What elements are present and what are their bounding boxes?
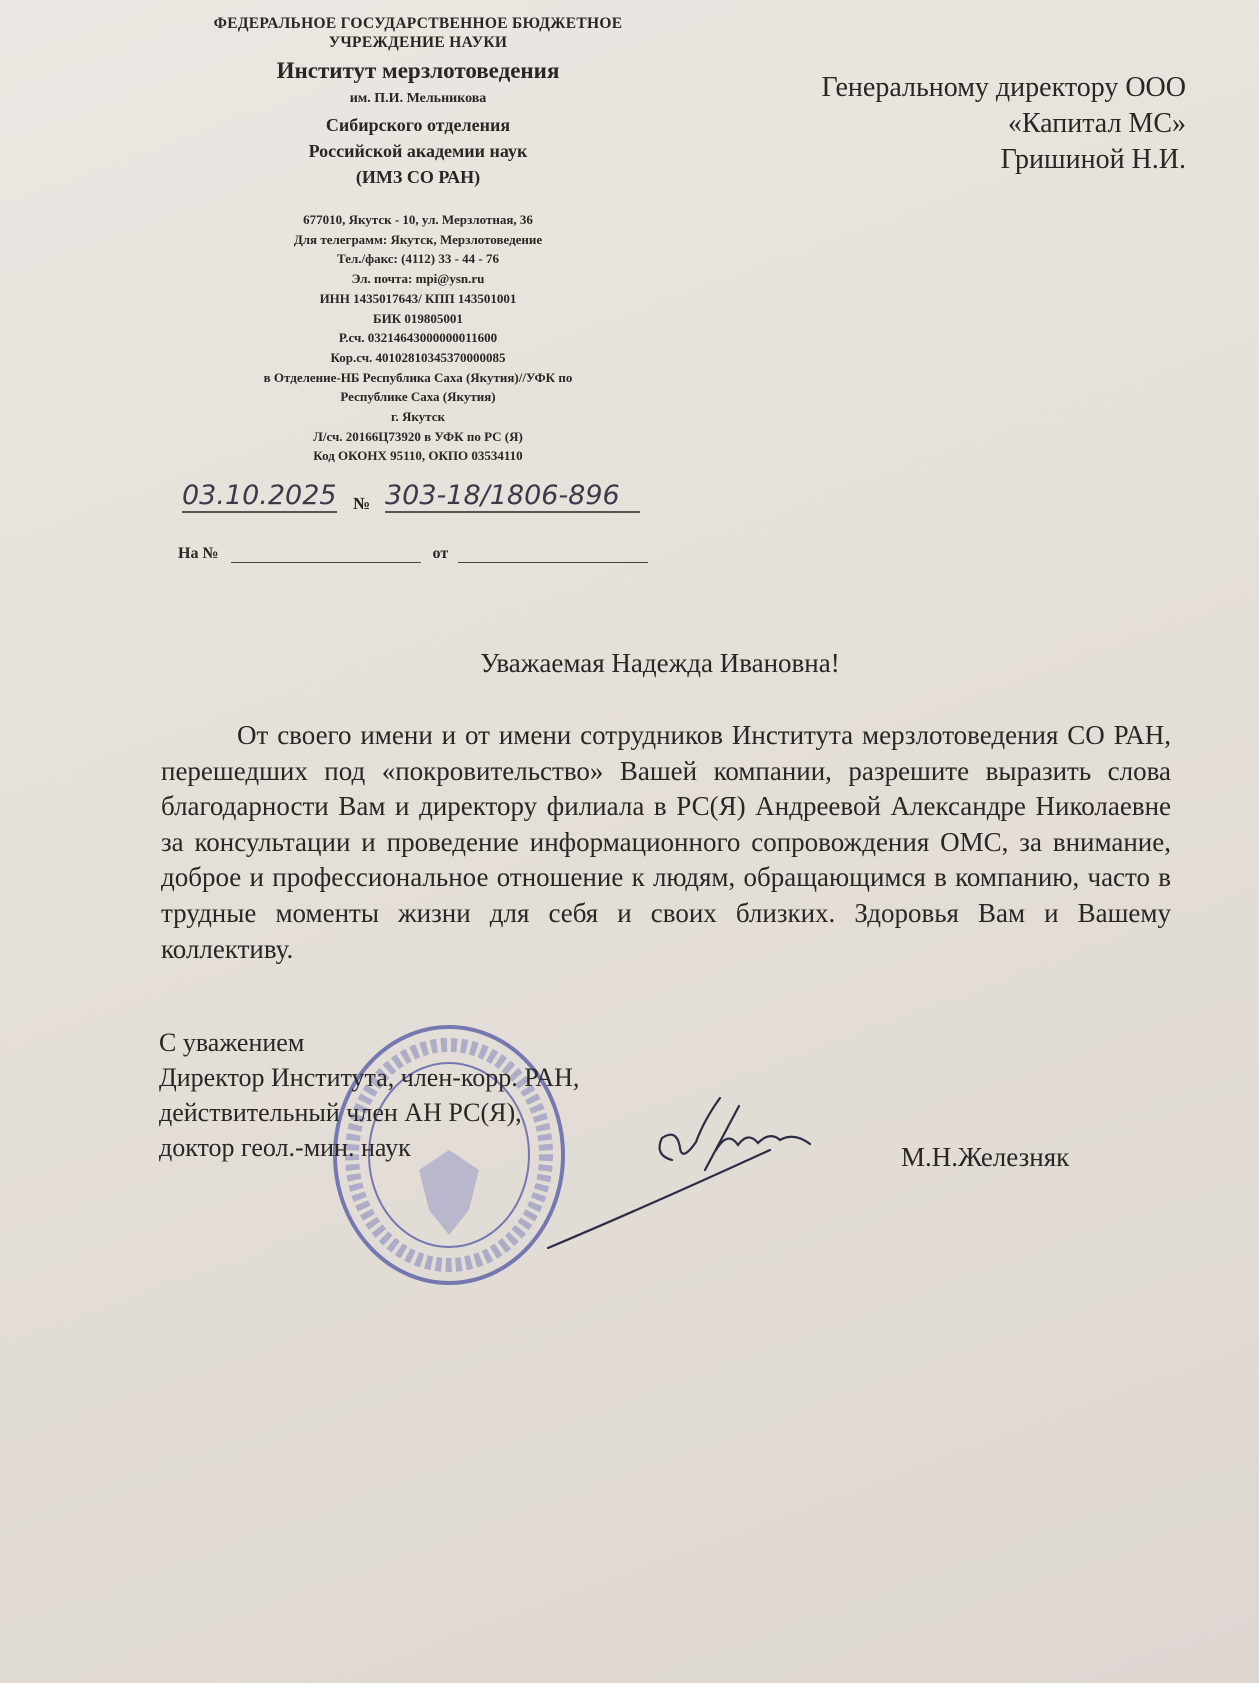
letter-body: От своего имени и от имени сотрудников Института мерзлотоведения СО РАН, перешедших под «покровительство» Вашей компании, разрешите выразить слова благодарности Вам и директору филиала в РС(Я) Андреевой Александре Николаевне за консультации и проведение информационного сопровождения ОМС, за внимание, доброе и профессиональное отношение к людям, обращающимся в компанию, часто в трудные моменты жизни для себя и своих близких. Здоровья Вам и Вашему коллективу. [161, 720, 1171, 964]
signatory-name: М.Н.Железняк [901, 1142, 1070, 1172]
number-sign: № [353, 494, 371, 513]
branch: Сибирского отделения [325, 115, 511, 135]
letter-date: 03.10.2025 [182, 480, 337, 511]
requisite-line: Тел./факс: (4112) 33 - 44 - 76 [337, 251, 499, 267]
salutation: Уважаемая Надежда Ивановна! [480, 648, 840, 678]
academy: Российской академии наук [308, 141, 528, 161]
requisite-line: Для телеграмм: Якутск, Мерзлотоведение [293, 231, 543, 247]
recipient-line: «Капитал МС» [1007, 108, 1186, 139]
requisite-line: г. Якутск [391, 409, 445, 425]
abbreviation: (ИМЗ СО РАН) [355, 167, 481, 187]
org-type-line: ФЕДЕРАЛЬНОЕ ГОСУДАРСТВЕННОЕ БЮДЖЕТНОЕ [213, 15, 623, 32]
requisite-line: Эл. почта: mpi@ysn.ru [351, 271, 485, 287]
requisite-line: Республике Саха (Якутия) [340, 389, 496, 405]
requisite-line: Л/сч. 20166Ц73920 в УФК по РС (Я) [313, 428, 523, 444]
signature-block [159, 1025, 579, 1165]
org-type-line: УЧРЕЖДЕНИЕ НАУКИ [328, 34, 508, 51]
requisite-line: Р.сч. 03214643000000011600 [338, 330, 498, 346]
signature-line: доктор геол.-мин. наук [159, 1133, 411, 1162]
signature-line: действительный член АН РС(Я), [159, 1098, 522, 1127]
recipient-line: Гришиной Н.И. [1000, 144, 1186, 175]
reply-from-label: от [432, 545, 449, 562]
handwritten-signature [548, 1098, 810, 1248]
letter-number: 303-18/1806-896 [385, 480, 640, 513]
recipient-line: Генеральному директору ООО [821, 72, 1186, 103]
reply-to-label: На № [178, 545, 219, 562]
requisite-line: БИК 019805001 [373, 310, 463, 326]
requisite-line: Код ОКОНХ 95110, ОКПО 03534110 [313, 448, 523, 464]
requisite-line: Кор.сч. 40102810345370000085 [330, 349, 506, 365]
institute-name: Институт мерзлотоведения [276, 58, 560, 83]
requisite-line: ИНН 1435017643/ КПП 143501001 [319, 290, 517, 306]
named-after: им. П.И. Мельникова [349, 91, 487, 106]
signature-line: С уважением [159, 1028, 305, 1057]
requisite-line: в Отделение-НБ Республика Саха (Якутия)//УФК по [263, 369, 573, 385]
requisite-line: 677010, Якутск - 10, ул. Мерзлотная, 36 [303, 212, 533, 227]
signature-line: Директор Института, член-корр. РАН, [159, 1063, 580, 1092]
